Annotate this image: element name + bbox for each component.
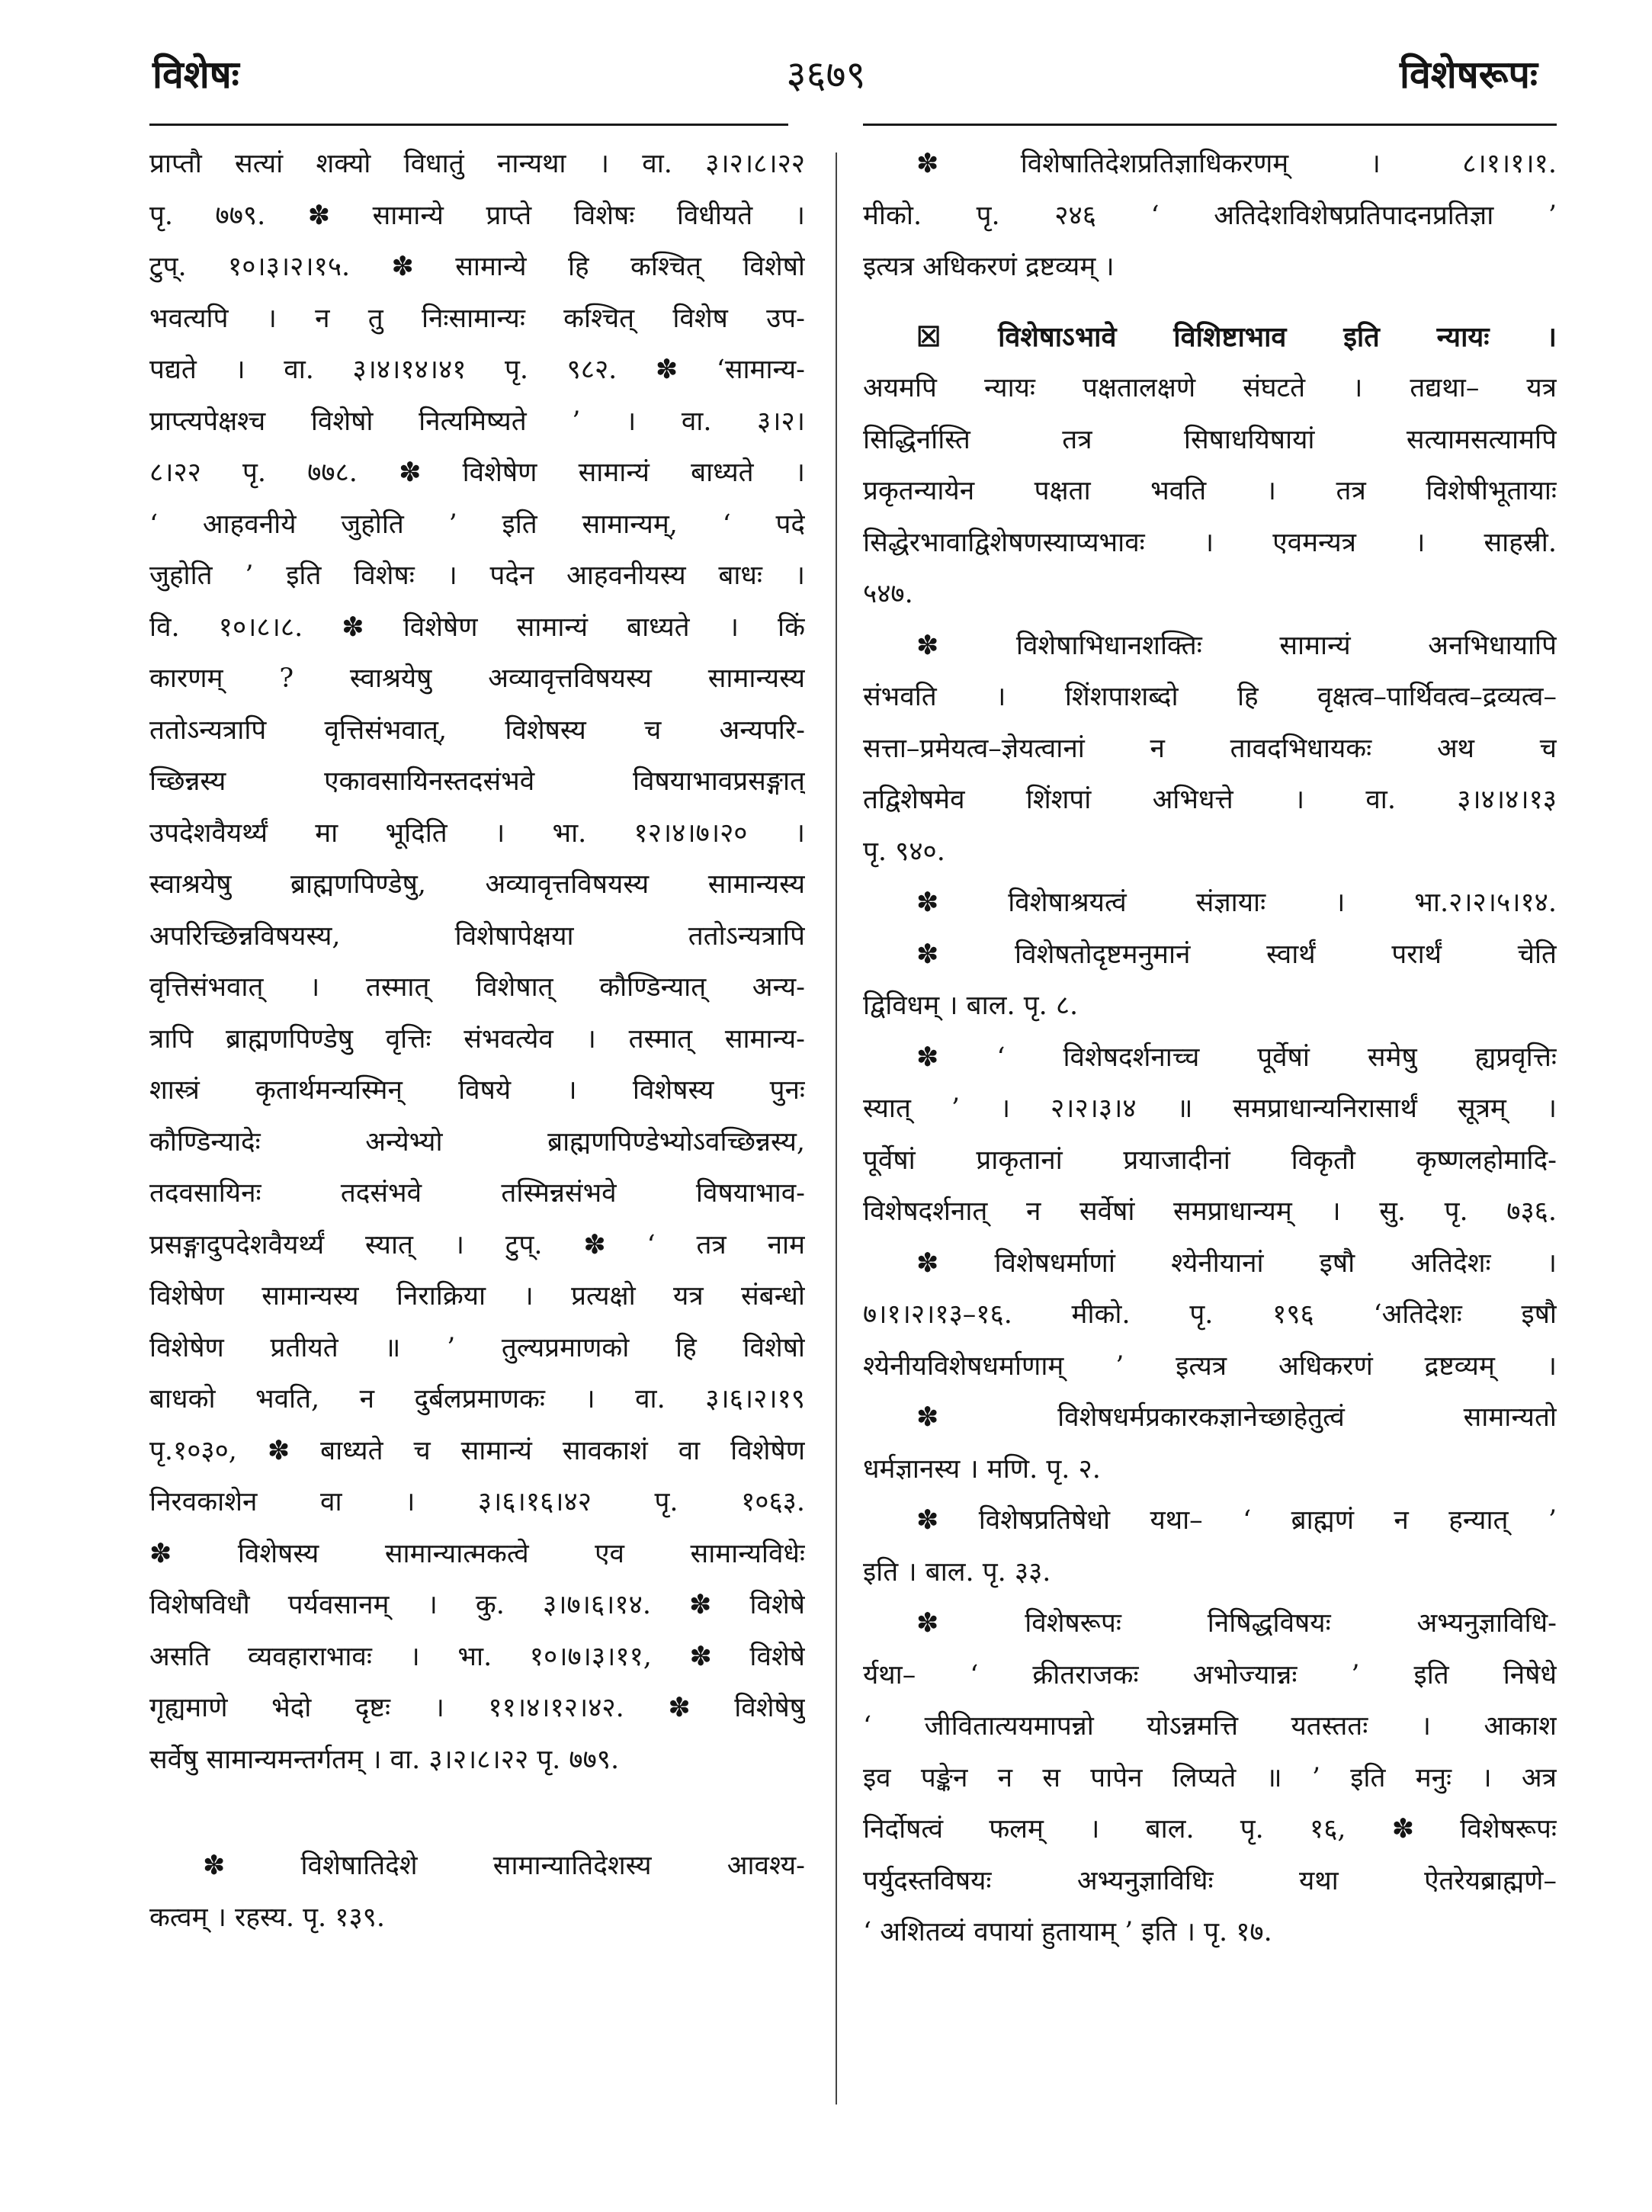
text-line: प्राप्तौ सत्यां शक्यो विधातुं नान्यथा । वा. ३।२।८।२२ <box>149 149 805 179</box>
text-line: पृ. ७७९. ✽ सामान्ये प्राप्ते विशेषः विधीयते । <box>149 200 805 231</box>
text-line: ५४७. <box>863 579 913 609</box>
text-line: प्रकृतन्यायेन पक्षता भवति । तत्र विशेषीभूतायाः <box>863 476 1557 506</box>
entry-heading-line: ✽ विशेषाभिधानशक्तिः सामान्यं अनभिधायापि <box>916 630 1557 661</box>
text-line: पूर्वेषां प्राकृतानां प्रयाजादीनां विकृतौ कृष्णलहोमादि- <box>863 1145 1557 1176</box>
text-line: निरवकाशेन वा । ३।६।१६।४२ पृ. १०६३. <box>149 1487 805 1517</box>
text-line: ‘ आहवनीये जुहोति ’ इति सामान्यम्, ‘ पदे <box>149 509 805 540</box>
entry-heading-line: ✽ विशेषातिदेशप्रतिज्ञाधिकरणम् । ८।१।१।१. <box>916 149 1557 179</box>
text-line: ८।२२ पृ. ७७८. ✽ विशेषेण सामान्यं बाध्यते । <box>149 457 805 488</box>
entry-heading-line: ✽ विशेषधर्माणां श्येनीयानां इषौ अतिदेशः । <box>916 1247 1557 1279</box>
text-line: मीको. पृ. २४६ ‘ अतिदेशविशेषप्रतिपादनप्रतिज्ञा ’ <box>863 200 1557 231</box>
header-rule-left <box>149 124 788 126</box>
text-line: कौण्डिन्यादेः अन्येभ्यो ब्राह्मणपिण्डेभ्योऽवच्छिन्नस्य, <box>149 1126 805 1157</box>
text-line: र्यथा– ‘ क्रीतराजकः अभोज्यान्नः ’ इति निषेधे <box>863 1659 1557 1690</box>
text-line: ७।१।२।१३–१६. मीको. पृ. १९६ ‘अतिदेशः इषौ <box>863 1299 1557 1330</box>
entry-heading-line: ✽ विशेषधर्मप्रकारकज्ञानेच्छाहेतुत्वं सामान्यतो <box>916 1402 1557 1433</box>
entry-heading-line: ✽ विशेषरूपः निषिद्धविषयः अभ्यनुज्ञाविधि- <box>916 1608 1557 1639</box>
text-line: सत्ता–प्रमेयत्व–ज्ञेयत्वानां न तावदभिधायकः अथ च <box>863 733 1557 764</box>
text-line: इत्यत्र अधिकरणं द्रष्टव्यम् । <box>863 252 1115 282</box>
text-line: त्रापि ब्राह्मणपिण्डेषु वृत्तिः संभवत्येव । तस्मात् सामान्य- <box>149 1023 805 1055</box>
text-line: ‘ जीवितात्ययमापन्नो योऽन्नमत्ति यतस्ततः । आकाश <box>863 1711 1557 1742</box>
text-line: संभवति । शिंशपाशब्दो हि वृक्षत्व–पार्थिवत्व–द्रव्यत्व– <box>863 682 1557 712</box>
header-right-headword: विशेषरूपः <box>1400 53 1538 97</box>
text-line: बाधको भवति, न दुर्बलप्रमाणकः । वा. ३।६।२।१९ <box>149 1384 805 1414</box>
text-line: उपदेशवैयर्थ्यं मा भूदिति । भा. १२।४।७।२० । <box>149 817 805 849</box>
text-line: पद्यते । वा. ३।४।१४।४१ पृ. ९८२. ✽ ‘सामान्य- <box>149 355 805 385</box>
text-line: तदवसायिनः तदसंभवे तस्मिन्नसंभवे विषयाभाव- <box>149 1178 805 1209</box>
text-line: टुप्. १०।३।२।१५. ✽ सामान्ये हि कश्चित् विशेषो <box>149 252 805 282</box>
text-line: इति । बाल. पृ. ३३. <box>863 1556 1051 1588</box>
text-line: अयमपि न्यायः पक्षतालक्षणे संघटते । तद्यथा– यत्र <box>863 373 1557 403</box>
entry-heading-line: ✽ विशेषातिदेशे सामान्यातिदेशस्य आवश्य- <box>203 1851 805 1881</box>
text-line: ✽ विशेषस्य सामान्यात्मकत्वे एव सामान्यविधेः <box>149 1538 805 1569</box>
text-line: गृह्यमाणे भेदो दृष्टः । ११।४।१२।४२. ✽ विशेषेषु <box>149 1693 805 1723</box>
entry-heading-line: ✽ विशेषतोदृष्टमनुमानं स्वार्थं परार्थं चेति <box>916 939 1557 970</box>
text-line: स्यात् ’ । २।२।३।४ ॥ समप्राधान्यनिरासार्थं सूत्रम् । <box>863 1093 1557 1124</box>
text-line: भवत्यपि । न तु निःसामान्यः कश्चित् विशेष उप- <box>149 303 805 334</box>
page-number: ३६७९ <box>786 53 866 97</box>
maxim-heading-line: ☒ विशेषाऽभावे विशिष्टाभाव इति न्यायः । <box>916 320 1557 353</box>
text-line: पृ. ९४०. <box>863 836 945 867</box>
column-divider <box>836 152 837 2104</box>
text-line: च्छिन्नस्य एकावसायिनस्तदसंभवे विषयाभावप्रसङ्गात् <box>149 766 805 797</box>
text-line: वि. १०।८।८. ✽ विशेषेण सामान्यं बाध्यते । किं <box>149 612 805 643</box>
text-line: विशेषेण प्रतीयते ॥ ’ तुल्यप्रमाणको हि विशेषो <box>149 1332 805 1363</box>
text-line: सर्वेषु सामान्यमन्तर्गतम् । वा. ३।२।८।२२ पृ. ७७९. <box>149 1744 620 1775</box>
text-line: विशेषेण सामान्यस्य निराक्रिया । प्रत्यक्षो यत्र संबन्धो <box>149 1281 805 1311</box>
entry-heading-line: ✽ विशेषप्रतिषेधो यथा– ‘ ब्राह्मणं न हन्यात् ’ <box>916 1505 1557 1536</box>
text-line: इव पङ्केन न स पापेन लिप्यते ॥ ’ इति मनुः । अत्र <box>863 1762 1557 1793</box>
text-line: सिद्धिर्नास्ति तत्र सिषाधयिषायां सत्यामसत्यामपि <box>863 424 1557 455</box>
text-line: पृ.१०३०, ✽ बाध्यते च सामान्यं सावकाशं वा विशेषेण <box>149 1435 805 1466</box>
text-line: ‘ अशितव्यं वपायां हुतायाम् ’ इति । पृ. १७. <box>863 1917 1272 1947</box>
entry-heading-line: ✽ ‘ विशेषदर्शनाच्च पूर्वेषां समेषु ह्यप्रवृत्तिः <box>916 1042 1557 1073</box>
text-line: सिद्धेरभावाद्विशेषणस्याप्यभावः । एवमन्यत्र । साहस्री. <box>863 527 1557 558</box>
text-line: कत्वम् । रहस्य. पृ. १३९. <box>149 1902 385 1933</box>
text-line: वृत्तिसंभवात् । तस्मात् विशेषात् कौण्डिन्यात् अन्य- <box>149 972 805 1003</box>
entry-heading-line: ✽ विशेषाश्रयत्वं संज्ञायाः । भा.२।२।५।१४. <box>916 888 1557 918</box>
left-column <box>149 139 805 1944</box>
header-left-headword: विशेषः <box>152 53 239 97</box>
text-line: कारणम् ? स्वाश्रयेषु अव्यावृत्तविषयस्य सामान्यस्य <box>149 663 805 694</box>
text-line: विशेषविधौ पर्यवसानम् । कु. ३।७।६।१४. ✽ विशेषे <box>149 1590 805 1620</box>
text-line: श्येनीयविशेषधर्माणाम् ’ इत्यत्र अधिकरणं द्रष्टव्यम् । <box>863 1350 1557 1382</box>
text-line: पर्युदस्तविषयः अभ्यनुज्ञाविधिः यथा ऐतरेयब्राह्मणे– <box>863 1865 1557 1896</box>
text-line: असति व्यवहाराभावः । भा. १०।७।३।११, ✽ विशेषे <box>149 1641 805 1672</box>
text-line: विशेषदर्शनात् न सर्वेषां समप्राधान्यम् । सु. पृ. ७३६. <box>863 1196 1557 1227</box>
text-line: शास्त्रं कृतार्थमन्यस्मिन् विषये । विशेषस्य पुनः <box>149 1075 805 1106</box>
text-line: द्विविधम् । बाल. पृ. ८. <box>863 990 1079 1021</box>
text-line: प्राप्त्यपेक्षश्च विशेषो नित्यमिष्यते ’ । वा. ३।२। <box>149 406 805 437</box>
text-line: जुहोति ’ इति विशेषः । पदेन आहवनीयस्य बाधः । <box>149 560 805 591</box>
text-line: तद्विशेषमेव शिंशपां अभिधत्ते । वा. ३।४।४।१३ <box>863 785 1557 815</box>
text-line: अपरिच्छिन्नविषयस्य, विशेषापेक्षया ततोऽन्यत्रापि <box>149 920 805 952</box>
text-line: स्वाश्रयेषु ब्राह्मणपिण्डेषु, अव्यावृत्तविषयस्य सामान्यस्य <box>149 869 805 900</box>
right-column <box>863 139 1557 1959</box>
text-line: ततोऽन्यत्रापि वृत्तिसंभवात्, विशेषस्य च अन्यपरि- <box>149 714 805 746</box>
text-line: प्रसङ्गादुपदेशवैयर्थ्यं स्यात् । टुप्. ✽ ‘ तत्र नाम <box>149 1229 805 1260</box>
text-line: निर्दोषत्वं फलम् । बाल. पृ. १६, ✽ विशेषरूपः <box>863 1814 1557 1844</box>
text-line: धर्मज्ञानस्य । मणि. पृ. २. <box>863 1453 1101 1485</box>
header-rule-right <box>863 124 1557 126</box>
